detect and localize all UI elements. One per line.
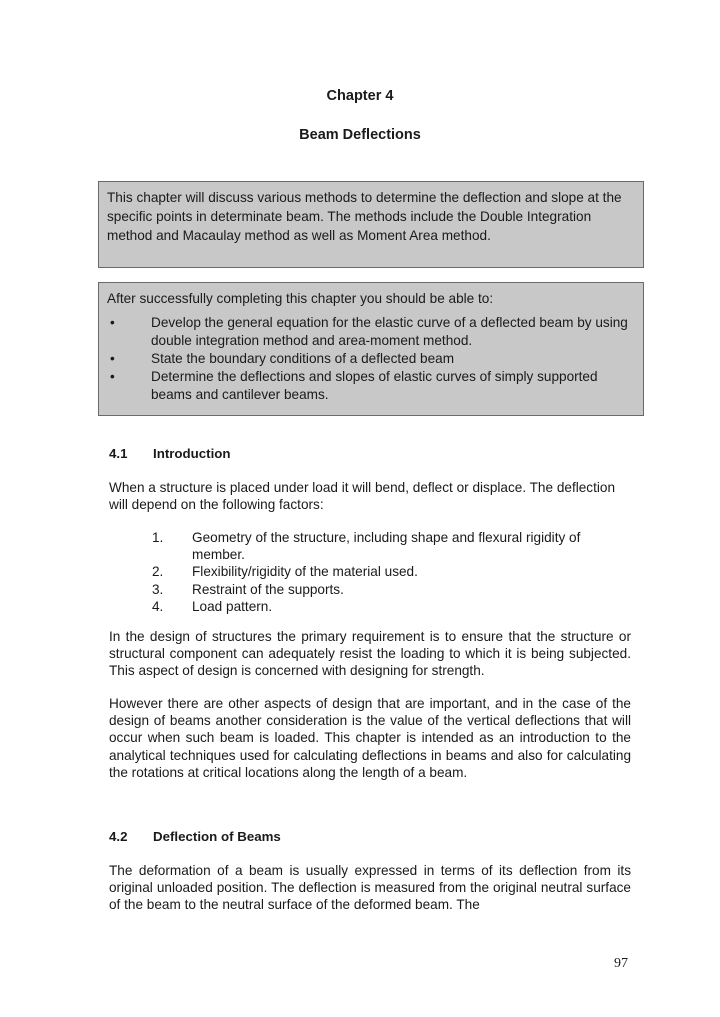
bullet-icon: •: [110, 369, 115, 384]
objective-item: [107, 350, 637, 368]
section-number: 4.2: [109, 829, 128, 844]
list-number: 1.: [152, 530, 164, 545]
learning-objectives-box: [98, 282, 644, 416]
strength-paragraph: In the design of structures the primary requirement is to ensure that the structure or structural component can adequately resist the loading to which it is being subjected. This aspect of design is concerned with designing for strength.: [109, 629, 631, 679]
factors-list: [152, 529, 622, 615]
intro-paragraph: When a structure is placed under load it will bend, deflect or displace. The deflection will depend on the following factors:: [109, 480, 616, 513]
chapter-label: Chapter 4: [326, 88, 394, 104]
list-text: Flexibility/rigidity of the material used.: [192, 564, 418, 580]
list-item: [152, 598, 622, 615]
page-number: 97: [614, 956, 628, 971]
section-heading-4-2: [109, 829, 281, 844]
section-heading-4-1: [109, 446, 231, 461]
list-number: 2.: [152, 564, 164, 580]
objective-item: [107, 314, 637, 350]
bullet-icon: •: [110, 351, 115, 366]
objective-text: State the boundary conditions of a deflected beam: [151, 351, 455, 366]
objective-text: Determine the deflections and slopes of elastic curves of simply supported beams and cantilever beams.: [151, 369, 598, 402]
chapter-summary-box: [98, 181, 644, 268]
list-item: [152, 563, 622, 580]
deflection-intro-paragraph: However there are other aspects of design that are important, and in the case of the design of beams another consideration is the value of the vertical deflections that will occur when such beam is loaded. This chapter is intended as an introduction to the analytical techniques used for calculating deflections in beams and also for calculating the rotations at critical locations along the length of a beam.: [109, 696, 631, 780]
section-title: Deflection of Beams: [153, 829, 281, 844]
section-title: Introduction: [153, 446, 231, 461]
list-number: 3.: [152, 581, 164, 597]
list-item: [152, 581, 622, 598]
list-item: [152, 529, 622, 563]
bullet-icon: •: [110, 315, 115, 330]
list-text: Geometry of the structure, including shape and flexural rigidity of member.: [192, 530, 581, 563]
section-number: 4.1: [109, 446, 128, 461]
objectives-lead: After successfully completing this chapter you should be able to:: [107, 291, 494, 306]
list-text: Load pattern.: [192, 598, 273, 614]
chapter-title: Beam Deflections: [299, 127, 421, 143]
objective-text: Develop the general equation for the elastic curve of a deflected beam by using double integration method and area-moment method.: [151, 315, 628, 348]
objective-item: [107, 368, 637, 404]
list-text: Restraint of the supports.: [192, 581, 344, 597]
list-number: 4.: [152, 598, 164, 614]
summary-text: This chapter will discuss various methods to determine the deflection and slope at the specific points in determinate beam. The methods include the Double Integration method and Macaulay method as well as Moment Area method.: [107, 190, 622, 243]
beam-deflection-paragraph: The deformation of a beam is usually expressed in terms of its deflection from its original unloaded position. The deflection is measured from the original neutral surface of the beam to the neutral surface of the deformed beam. The: [109, 863, 631, 913]
